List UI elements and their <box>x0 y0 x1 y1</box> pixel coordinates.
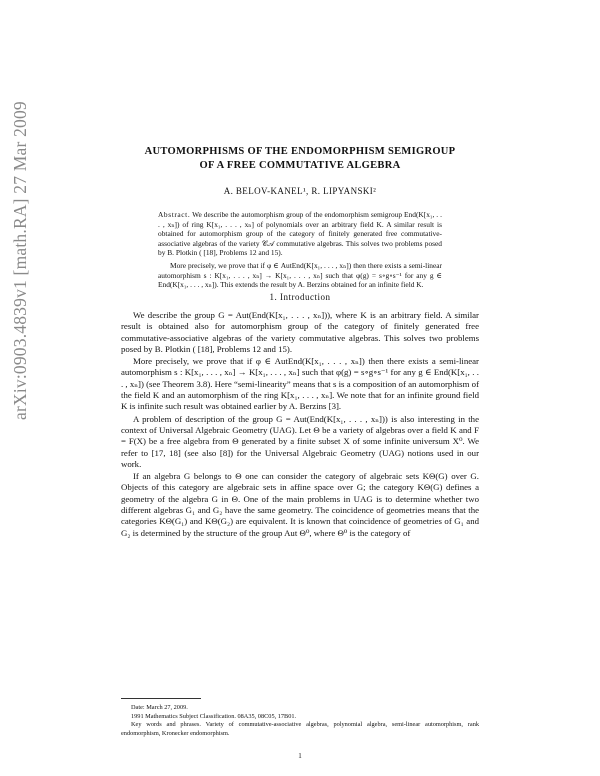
abstract-paragraph-2: More precisely, we prove that if φ ∈ AutEnd(K[x₁, . . . , xₙ]) then there exists a semi-linear automorphism s : K[x₁, . . . , xₙ] → K[x₁, . . . , xₙ] such that φ(g) = s∘g∘s⁻¹ for any g ∈ End(K[x₁, . . . , xₙ]). This extends the result by A. Berzins obtained for an infinite field K. <box>158 260 442 290</box>
abstract <box>158 210 442 290</box>
footnote-msc: 1991 Mathematics Subject Classification. 08A35, 08C05, 17B01. <box>131 712 297 720</box>
footnote-keywords: Key words and phrases. Variety of commutative-associative algebras, polynomial algebra, semi-linear automorphism, rank endomorphism, Kronecker endomorphism. <box>121 721 479 737</box>
abstract-paragraph-1-text: We describe the automorphism group of the endomorphism semigroup End(K[x₁, . . . , xₙ]) of ring K[x₁, . . . , xₙ] of polynomials over an arbitrary field K. A similar result is obtained for automorphism group of the category of finitely generated free commutative-associative algebras of the variety 𝒞𝒜 commutative algebras. This solves two problems posed by B. Plotkin ( [18], Problems 12 and 15). <box>158 210 442 258</box>
paper-title-line-2: OF A FREE COMMUTATIVE ALGEBRA <box>199 160 401 171</box>
body-paragraph-4: If an algebra G belongs to Θ one can consider the category of algebraic sets KΘ(G) over G. Objects of this category are algebraic sets in affine space over G; the category KΘ(G) defines a geometry of the algebra G in Θ. One of the main problems in UAG is to determine whether two different algebras G₁ and G₂ have the same geometry. The coincidence of geometries means that the categories KΘ(G₁) and KΘ(G₂) are equivalent. It is known that coincidence of geometries of G₁ and G₂ is determined by the structure of the group Aut Θ⁰, where Θ⁰ is the category of <box>121 471 479 538</box>
abstract-paragraph <box>158 210 442 258</box>
footnote-date: Date: March 27, 2009. <box>131 704 188 711</box>
author-list: A. BELOV-KANEL¹, R. LIPYANSKI² <box>223 186 377 196</box>
arxiv-identifier-stamp: arXiv:0903.4839v1 [math.RA] 27 Mar 2009 <box>10 101 30 420</box>
body-paragraph-1: We describe the group G = Aut(End(K[x₁, . . . , xₙ])), where K is an arbitrary field. A similar result is obtained also for automorphism group of the category of finitely generated free commutative-associative algebras of the variety commutative algebras. This solves two problems posed by B. Plotkin ( [18], Problems 12 and 15). <box>121 310 479 354</box>
body-paragraph-2: More precisely, we prove that if φ ∈ AutEnd(K[x₁, . . . , xₙ]) then there exists a semi-linear automorphism s : K[x₁, . . . , xₙ] → K[x₁, . . . , xₙ] such that φ(g) = s∘g∘s⁻¹ for any g ∈ End(K[x₁, . . . , xₙ]) (see Theorem 3.8). Here “semi-linearity” means that s is a composition of an automorphism of the field K and an automorphism of the ring K[x₁, . . . , xₙ]. We note that for an infinite ground field K is infinite such result was obtained earlier by A. Berzins [3]. <box>121 356 479 412</box>
footnote-divider <box>121 698 201 699</box>
section-body <box>121 310 479 540</box>
abstract-label: Abstract. <box>158 210 191 219</box>
paper-title-line-1: AUTOMORPHISMS OF THE ENDOMORPHISM SEMIGROUP <box>144 146 456 157</box>
page-number: 1 <box>298 752 302 760</box>
section-heading-introduction: 1. Introduction <box>269 292 331 302</box>
body-paragraph-3: A problem of description of the group G = Aut(End(K[x₁, . . . , xₙ])) is also interesting in the context of Universal Algebraic Geometry (UAG). Let Θ be a variety of algebras over a field K and F = F(X) be a free algebra from Θ generated by a finite subset X of some infinite universum X⁰. We refer to [17, 18] (see also [8]) for the Universal Algebraic Geometry (UAG) notions used in our work. <box>121 413 479 469</box>
footnotes <box>121 704 479 738</box>
